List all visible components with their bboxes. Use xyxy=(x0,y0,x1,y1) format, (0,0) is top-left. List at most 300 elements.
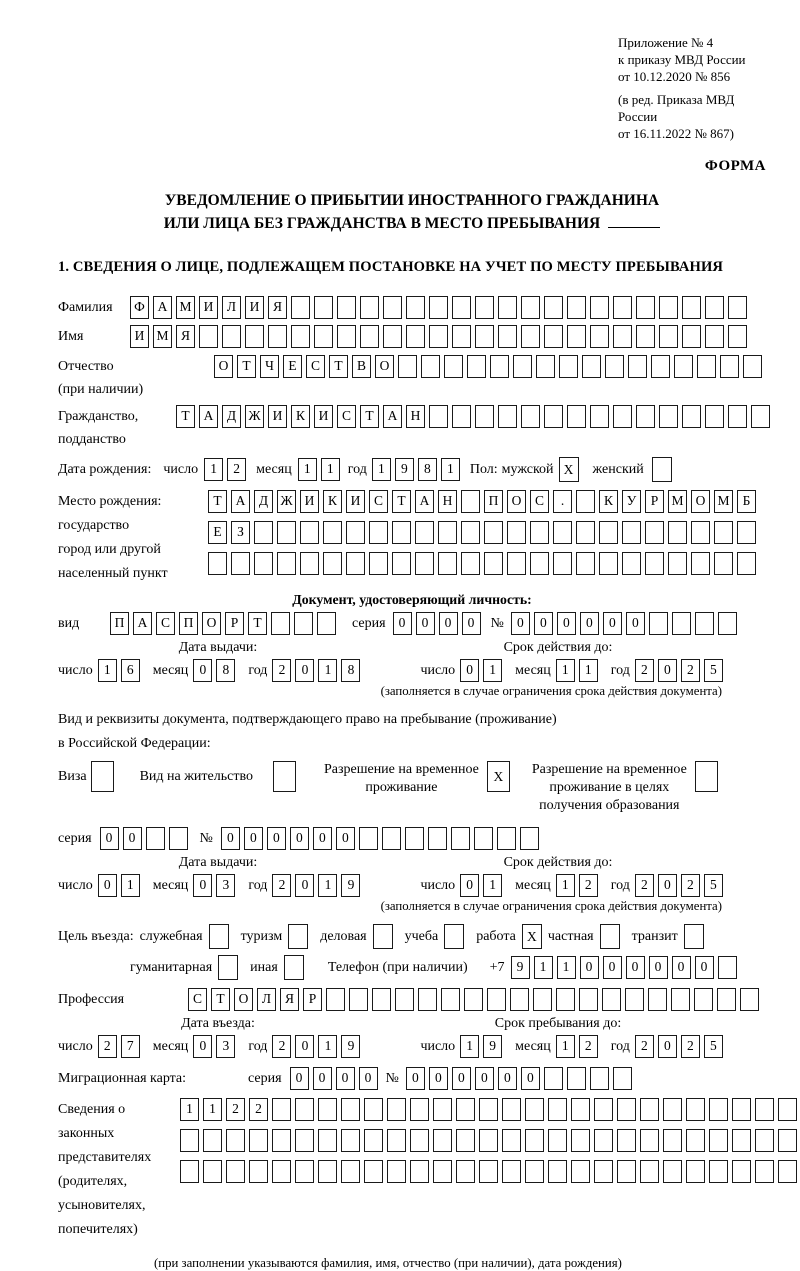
char-box[interactable] xyxy=(544,296,563,319)
char-box[interactable] xyxy=(254,521,273,544)
char-box[interactable] xyxy=(383,296,402,319)
char-box[interactable] xyxy=(571,1098,590,1121)
char-box[interactable]: П xyxy=(110,612,129,635)
char-box[interactable] xyxy=(628,355,647,378)
char-box[interactable] xyxy=(671,988,690,1011)
char-box[interactable]: А xyxy=(153,296,172,319)
char-box[interactable] xyxy=(406,325,425,348)
char-box[interactable]: А xyxy=(133,612,152,635)
char-box[interactable]: . xyxy=(553,490,572,513)
char-box[interactable]: 9 xyxy=(511,956,530,979)
char-box[interactable] xyxy=(571,1160,590,1183)
char-box[interactable]: 0 xyxy=(336,827,355,850)
char-box[interactable] xyxy=(525,1129,544,1152)
char-box[interactable] xyxy=(456,1160,475,1183)
char-box[interactable]: 2 xyxy=(98,1035,117,1058)
char-box[interactable] xyxy=(498,325,517,348)
purpose-other-checkbox[interactable] xyxy=(284,955,304,980)
char-box[interactable]: 0 xyxy=(313,827,332,850)
char-box[interactable] xyxy=(441,988,460,1011)
char-box[interactable] xyxy=(548,1129,567,1152)
char-box[interactable]: А xyxy=(415,490,434,513)
char-box[interactable] xyxy=(415,521,434,544)
char-box[interactable] xyxy=(613,405,632,428)
char-box[interactable] xyxy=(778,1160,797,1183)
char-box[interactable] xyxy=(521,296,540,319)
char-box[interactable] xyxy=(272,1129,291,1152)
char-box[interactable] xyxy=(295,1160,314,1183)
char-box[interactable] xyxy=(636,325,655,348)
char-box[interactable] xyxy=(636,296,655,319)
char-box[interactable]: Т xyxy=(237,355,256,378)
char-box[interactable]: Я xyxy=(280,988,299,1011)
char-box[interactable]: 0 xyxy=(359,1067,378,1090)
purpose-tourism-checkbox[interactable] xyxy=(288,924,308,949)
char-box[interactable] xyxy=(382,827,401,850)
char-box[interactable]: 1 xyxy=(98,659,117,682)
char-box[interactable]: 0 xyxy=(462,612,481,635)
char-box[interactable]: У xyxy=(622,490,641,513)
char-box[interactable] xyxy=(663,1098,682,1121)
char-box[interactable] xyxy=(590,405,609,428)
char-box[interactable] xyxy=(694,988,713,1011)
char-box[interactable]: С xyxy=(369,490,388,513)
char-box[interactable]: 0 xyxy=(658,1035,677,1058)
char-box[interactable] xyxy=(337,325,356,348)
char-box[interactable] xyxy=(691,552,710,575)
char-box[interactable] xyxy=(594,1129,613,1152)
char-box[interactable] xyxy=(617,1160,636,1183)
char-box[interactable] xyxy=(533,988,552,1011)
char-box[interactable] xyxy=(520,827,539,850)
char-box[interactable]: 1 xyxy=(556,874,575,897)
char-box[interactable]: 0 xyxy=(406,1067,425,1090)
char-box[interactable] xyxy=(717,988,736,1011)
char-box[interactable] xyxy=(383,325,402,348)
char-box[interactable] xyxy=(594,1098,613,1121)
purpose-private-checkbox[interactable] xyxy=(600,924,620,949)
char-box[interactable]: 0 xyxy=(475,1067,494,1090)
char-box[interactable]: 0 xyxy=(98,874,117,897)
char-box[interactable] xyxy=(659,405,678,428)
char-box[interactable] xyxy=(341,1160,360,1183)
char-box[interactable]: 0 xyxy=(193,1035,212,1058)
char-box[interactable] xyxy=(695,612,714,635)
char-box[interactable]: 5 xyxy=(704,659,723,682)
char-box[interactable] xyxy=(387,1160,406,1183)
char-box[interactable] xyxy=(640,1098,659,1121)
char-box[interactable]: 0 xyxy=(295,874,314,897)
char-box[interactable]: 0 xyxy=(521,1067,540,1090)
char-box[interactable]: 1 xyxy=(180,1098,199,1121)
char-box[interactable]: О xyxy=(507,490,526,513)
char-box[interactable] xyxy=(732,1160,751,1183)
char-box[interactable] xyxy=(622,552,641,575)
char-box[interactable] xyxy=(663,1160,682,1183)
char-box[interactable] xyxy=(180,1129,199,1152)
char-box[interactable] xyxy=(686,1160,705,1183)
char-box[interactable] xyxy=(438,552,457,575)
char-box[interactable]: 2 xyxy=(635,874,654,897)
char-box[interactable]: 8 xyxy=(216,659,235,682)
char-box[interactable]: Т xyxy=(392,490,411,513)
char-box[interactable] xyxy=(576,490,595,513)
char-box[interactable] xyxy=(743,355,762,378)
char-box[interactable] xyxy=(599,552,618,575)
char-box[interactable] xyxy=(640,1160,659,1183)
char-box[interactable] xyxy=(314,325,333,348)
char-box[interactable]: 0 xyxy=(100,827,119,850)
char-box[interactable]: И xyxy=(346,490,365,513)
char-box[interactable] xyxy=(475,405,494,428)
char-box[interactable]: А xyxy=(199,405,218,428)
char-box[interactable]: 0 xyxy=(221,827,240,850)
char-box[interactable] xyxy=(418,988,437,1011)
char-box[interactable]: 1 xyxy=(441,458,460,481)
purpose-transit-checkbox[interactable] xyxy=(684,924,704,949)
char-box[interactable]: 0 xyxy=(429,1067,448,1090)
char-box[interactable] xyxy=(226,1129,245,1152)
char-box[interactable]: 0 xyxy=(626,956,645,979)
char-box[interactable] xyxy=(507,552,526,575)
char-box[interactable]: 2 xyxy=(635,1035,654,1058)
char-box[interactable] xyxy=(507,521,526,544)
char-box[interactable]: С xyxy=(188,988,207,1011)
char-box[interactable] xyxy=(433,1098,452,1121)
char-box[interactable]: 1 xyxy=(556,1035,575,1058)
char-box[interactable]: 1 xyxy=(556,659,575,682)
char-box[interactable] xyxy=(548,1160,567,1183)
char-box[interactable] xyxy=(429,405,448,428)
char-box[interactable]: М xyxy=(668,490,687,513)
char-box[interactable]: 3 xyxy=(216,874,235,897)
char-box[interactable]: Л xyxy=(257,988,276,1011)
char-box[interactable]: Р xyxy=(303,988,322,1011)
char-box[interactable]: 8 xyxy=(418,458,437,481)
char-box[interactable] xyxy=(226,1160,245,1183)
char-box[interactable]: 2 xyxy=(272,874,291,897)
char-box[interactable]: 1 xyxy=(534,956,553,979)
char-box[interactable] xyxy=(651,355,670,378)
char-box[interactable]: 0 xyxy=(123,827,142,850)
char-box[interactable]: 1 xyxy=(483,874,502,897)
char-box[interactable] xyxy=(300,552,319,575)
char-box[interactable] xyxy=(502,1098,521,1121)
char-box[interactable] xyxy=(421,355,440,378)
char-box[interactable]: Т xyxy=(176,405,195,428)
char-box[interactable] xyxy=(594,1160,613,1183)
char-box[interactable]: 1 xyxy=(579,659,598,682)
char-box[interactable] xyxy=(668,552,687,575)
char-box[interactable]: 0 xyxy=(439,612,458,635)
char-box[interactable] xyxy=(645,552,664,575)
char-box[interactable]: Д xyxy=(222,405,241,428)
char-box[interactable]: 2 xyxy=(681,659,700,682)
char-box[interactable] xyxy=(291,325,310,348)
char-box[interactable]: Ф xyxy=(130,296,149,319)
char-box[interactable] xyxy=(622,521,641,544)
char-box[interactable] xyxy=(617,1129,636,1152)
char-box[interactable]: И xyxy=(245,296,264,319)
char-box[interactable] xyxy=(732,1098,751,1121)
char-box[interactable] xyxy=(294,612,313,635)
char-box[interactable] xyxy=(392,552,411,575)
char-box[interactable] xyxy=(559,355,578,378)
char-box[interactable] xyxy=(364,1098,383,1121)
char-box[interactable]: 0 xyxy=(290,1067,309,1090)
char-box[interactable] xyxy=(277,552,296,575)
char-box[interactable] xyxy=(530,521,549,544)
char-box[interactable] xyxy=(720,355,739,378)
char-box[interactable] xyxy=(567,1067,586,1090)
char-box[interactable] xyxy=(686,1098,705,1121)
char-box[interactable] xyxy=(484,521,503,544)
char-box[interactable]: 0 xyxy=(393,612,412,635)
char-box[interactable]: 0 xyxy=(580,612,599,635)
char-box[interactable]: 0 xyxy=(626,612,645,635)
char-box[interactable]: 0 xyxy=(290,827,309,850)
char-box[interactable] xyxy=(169,827,188,850)
char-box[interactable]: 0 xyxy=(460,659,479,682)
char-box[interactable]: Р xyxy=(645,490,664,513)
char-box[interactable]: 2 xyxy=(272,659,291,682)
char-box[interactable]: Н xyxy=(438,490,457,513)
char-box[interactable]: 1 xyxy=(318,659,337,682)
char-box[interactable] xyxy=(714,521,733,544)
char-box[interactable]: 2 xyxy=(681,1035,700,1058)
char-box[interactable]: И xyxy=(268,405,287,428)
char-box[interactable]: 0 xyxy=(672,956,691,979)
char-box[interactable]: 0 xyxy=(336,1067,355,1090)
temp-residence-checkbox[interactable]: X xyxy=(487,761,510,792)
char-box[interactable] xyxy=(410,1129,429,1152)
char-box[interactable]: О xyxy=(691,490,710,513)
char-box[interactable]: 0 xyxy=(580,956,599,979)
char-box[interactable] xyxy=(645,521,664,544)
char-box[interactable] xyxy=(778,1129,797,1152)
char-box[interactable]: 2 xyxy=(272,1035,291,1058)
char-box[interactable] xyxy=(737,552,756,575)
char-box[interactable] xyxy=(497,827,516,850)
char-box[interactable] xyxy=(599,521,618,544)
char-box[interactable] xyxy=(544,1067,563,1090)
char-box[interactable] xyxy=(461,521,480,544)
char-box[interactable]: 0 xyxy=(416,612,435,635)
char-box[interactable] xyxy=(479,1098,498,1121)
char-box[interactable] xyxy=(728,296,747,319)
char-box[interactable]: М xyxy=(176,296,195,319)
char-box[interactable]: И xyxy=(199,296,218,319)
char-box[interactable] xyxy=(337,296,356,319)
char-box[interactable]: 0 xyxy=(498,1067,517,1090)
char-box[interactable] xyxy=(705,296,724,319)
char-box[interactable]: А xyxy=(383,405,402,428)
char-box[interactable] xyxy=(467,355,486,378)
char-box[interactable] xyxy=(392,521,411,544)
char-box[interactable]: С xyxy=(337,405,356,428)
char-box[interactable] xyxy=(682,296,701,319)
purpose-humanitarian-checkbox[interactable] xyxy=(218,955,238,980)
char-box[interactable] xyxy=(203,1160,222,1183)
char-box[interactable]: Е xyxy=(208,521,227,544)
char-box[interactable] xyxy=(326,988,345,1011)
char-box[interactable]: 0 xyxy=(658,659,677,682)
char-box[interactable] xyxy=(778,1098,797,1121)
char-box[interactable] xyxy=(245,325,264,348)
char-box[interactable] xyxy=(659,296,678,319)
char-box[interactable] xyxy=(672,612,691,635)
char-box[interactable] xyxy=(410,1098,429,1121)
char-box[interactable] xyxy=(364,1129,383,1152)
char-box[interactable] xyxy=(318,1098,337,1121)
char-box[interactable] xyxy=(475,325,494,348)
char-box[interactable] xyxy=(369,552,388,575)
char-box[interactable] xyxy=(553,521,572,544)
char-box[interactable] xyxy=(709,1160,728,1183)
char-box[interactable] xyxy=(718,612,737,635)
char-box[interactable]: К xyxy=(323,490,342,513)
char-box[interactable] xyxy=(364,1160,383,1183)
char-box[interactable] xyxy=(718,956,737,979)
char-box[interactable]: 2 xyxy=(681,874,700,897)
char-box[interactable] xyxy=(490,355,509,378)
char-box[interactable] xyxy=(649,612,668,635)
char-box[interactable] xyxy=(474,827,493,850)
char-box[interactable]: Е xyxy=(283,355,302,378)
char-box[interactable] xyxy=(728,325,747,348)
char-box[interactable]: Л xyxy=(222,296,241,319)
char-box[interactable] xyxy=(502,1129,521,1152)
char-box[interactable]: 0 xyxy=(193,874,212,897)
char-box[interactable] xyxy=(605,355,624,378)
char-box[interactable]: 0 xyxy=(295,1035,314,1058)
char-box[interactable] xyxy=(300,521,319,544)
char-box[interactable]: М xyxy=(153,325,172,348)
char-box[interactable]: 1 xyxy=(460,1035,479,1058)
char-box[interactable] xyxy=(272,1098,291,1121)
char-box[interactable] xyxy=(456,1129,475,1152)
char-box[interactable] xyxy=(479,1160,498,1183)
char-box[interactable] xyxy=(567,325,586,348)
char-box[interactable] xyxy=(686,1129,705,1152)
char-box[interactable] xyxy=(452,405,471,428)
char-box[interactable] xyxy=(674,355,693,378)
char-box[interactable] xyxy=(475,296,494,319)
char-box[interactable] xyxy=(146,827,165,850)
char-box[interactable] xyxy=(740,988,759,1011)
char-box[interactable] xyxy=(349,988,368,1011)
char-box[interactable] xyxy=(314,296,333,319)
char-box[interactable] xyxy=(521,325,540,348)
char-box[interactable] xyxy=(444,355,463,378)
char-box[interactable] xyxy=(530,552,549,575)
char-box[interactable] xyxy=(590,1067,609,1090)
char-box[interactable] xyxy=(231,552,250,575)
char-box[interactable]: 1 xyxy=(557,956,576,979)
char-box[interactable] xyxy=(203,1129,222,1152)
char-box[interactable]: П xyxy=(179,612,198,635)
residence-permit-checkbox[interactable] xyxy=(273,761,296,792)
char-box[interactable] xyxy=(272,1160,291,1183)
purpose-work-checkbox[interactable]: X xyxy=(522,924,542,949)
char-box[interactable]: 1 xyxy=(483,659,502,682)
char-box[interactable] xyxy=(452,325,471,348)
char-box[interactable]: 0 xyxy=(603,956,622,979)
char-box[interactable] xyxy=(346,552,365,575)
char-box[interactable] xyxy=(268,325,287,348)
char-box[interactable] xyxy=(755,1098,774,1121)
char-box[interactable]: 1 xyxy=(321,458,340,481)
char-box[interactable] xyxy=(567,405,586,428)
char-box[interactable] xyxy=(709,1129,728,1152)
char-box[interactable] xyxy=(433,1129,452,1152)
char-box[interactable] xyxy=(208,552,227,575)
char-box[interactable] xyxy=(410,1160,429,1183)
char-box[interactable] xyxy=(668,521,687,544)
char-box[interactable]: 0 xyxy=(649,956,668,979)
char-box[interactable]: В xyxy=(352,355,371,378)
char-box[interactable]: 0 xyxy=(460,874,479,897)
char-box[interactable]: Р xyxy=(225,612,244,635)
char-box[interactable] xyxy=(525,1098,544,1121)
char-box[interactable] xyxy=(498,405,517,428)
char-box[interactable]: С xyxy=(156,612,175,635)
char-box[interactable] xyxy=(613,296,632,319)
char-box[interactable] xyxy=(590,325,609,348)
char-box[interactable]: 5 xyxy=(704,874,723,897)
char-box[interactable]: 2 xyxy=(249,1098,268,1121)
char-box[interactable] xyxy=(438,521,457,544)
char-box[interactable] xyxy=(249,1160,268,1183)
sex-female-checkbox[interactable] xyxy=(652,457,672,482)
char-box[interactable]: М xyxy=(714,490,733,513)
char-box[interactable] xyxy=(691,521,710,544)
char-box[interactable] xyxy=(369,521,388,544)
char-box[interactable] xyxy=(544,405,563,428)
char-box[interactable]: Я xyxy=(268,296,287,319)
char-box[interactable] xyxy=(464,988,483,1011)
purpose-study-checkbox[interactable] xyxy=(444,924,464,949)
char-box[interactable] xyxy=(318,1160,337,1183)
char-box[interactable] xyxy=(415,552,434,575)
char-box[interactable]: 1 xyxy=(203,1098,222,1121)
char-box[interactable]: 9 xyxy=(341,1035,360,1058)
char-box[interactable]: 8 xyxy=(341,659,360,682)
char-box[interactable]: 3 xyxy=(216,1035,235,1058)
temp-residence-edu-checkbox[interactable] xyxy=(695,761,718,792)
char-box[interactable]: Ж xyxy=(245,405,264,428)
char-box[interactable] xyxy=(405,827,424,850)
char-box[interactable] xyxy=(709,1098,728,1121)
char-box[interactable] xyxy=(728,405,747,428)
char-box[interactable]: 9 xyxy=(483,1035,502,1058)
char-box[interactable] xyxy=(755,1129,774,1152)
char-box[interactable] xyxy=(556,988,575,1011)
char-box[interactable] xyxy=(433,1160,452,1183)
char-box[interactable]: К xyxy=(599,490,618,513)
char-box[interactable]: 0 xyxy=(295,659,314,682)
char-box[interactable]: Ч xyxy=(260,355,279,378)
char-box[interactable] xyxy=(682,325,701,348)
char-box[interactable]: 6 xyxy=(121,659,140,682)
char-box[interactable]: О xyxy=(214,355,233,378)
char-box[interactable]: 0 xyxy=(534,612,553,635)
char-box[interactable] xyxy=(317,612,336,635)
char-box[interactable] xyxy=(525,1160,544,1183)
char-box[interactable]: 0 xyxy=(193,659,212,682)
char-box[interactable] xyxy=(429,325,448,348)
char-box[interactable]: 9 xyxy=(341,874,360,897)
